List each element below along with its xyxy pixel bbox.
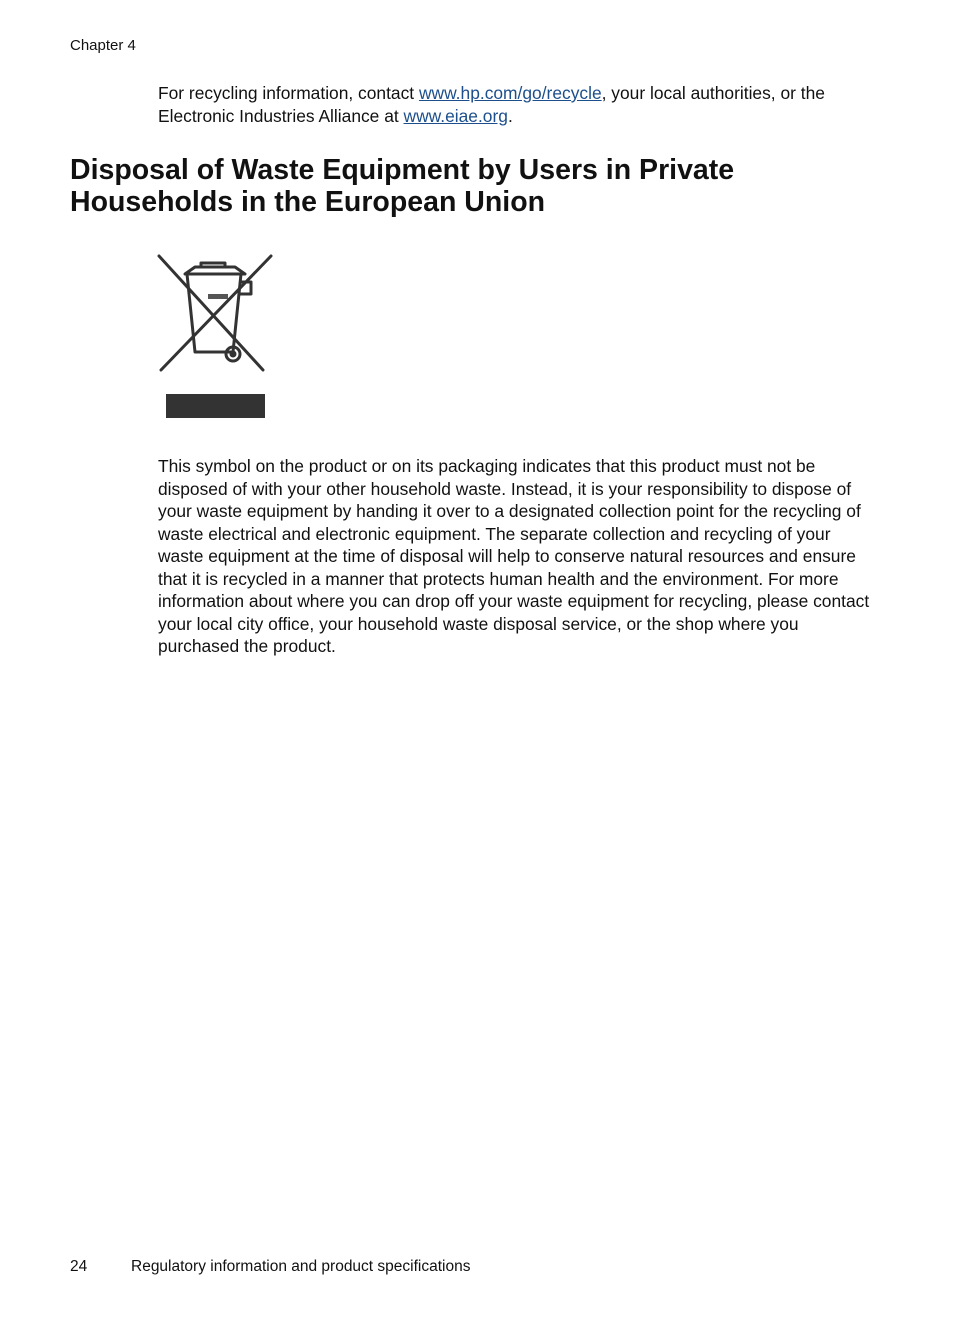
crossed-out-wheeled-bin-icon xyxy=(155,252,277,422)
section-title: Disposal of Waste Equipment by Users in Private Households in the European Union xyxy=(70,154,735,218)
hp-recycle-link[interactable]: www.hp.com/go/recycle xyxy=(418,83,602,103)
intro-text-middle: , your local authorities, or the Electronic Industries Alliance at xyxy=(158,83,825,126)
weee-description: This symbol on the product or on its packaging indicates that this product must not be disposed of with your other household waste. Instead, it is your responsibility to dispose of your waste equipment by handing it over to a designated collection point for the recycling of waste electrical and electronic equipment. The separate collection and recycling of your waste equipment at the time of disposal will help to conserve natural resources and ensure that it is recycled in a manner that protects human health and the environment. For more information about where you can drop off your waste equipment for recycling, please contact your local city office, your household waste disposal service, or the shop where you purchased the product. xyxy=(158,456,870,656)
footer-title: Regulatory information and product specifications xyxy=(131,1258,471,1275)
eiae-link[interactable]: www.eiae.org xyxy=(403,105,508,126)
chapter-label: Chapter 4 xyxy=(70,37,136,54)
intro-text-after: . xyxy=(507,105,513,126)
page-number: 24 xyxy=(70,1258,88,1275)
intro-text-before: For recycling information, contact xyxy=(158,83,419,103)
recycling-paragraph xyxy=(158,82,878,127)
